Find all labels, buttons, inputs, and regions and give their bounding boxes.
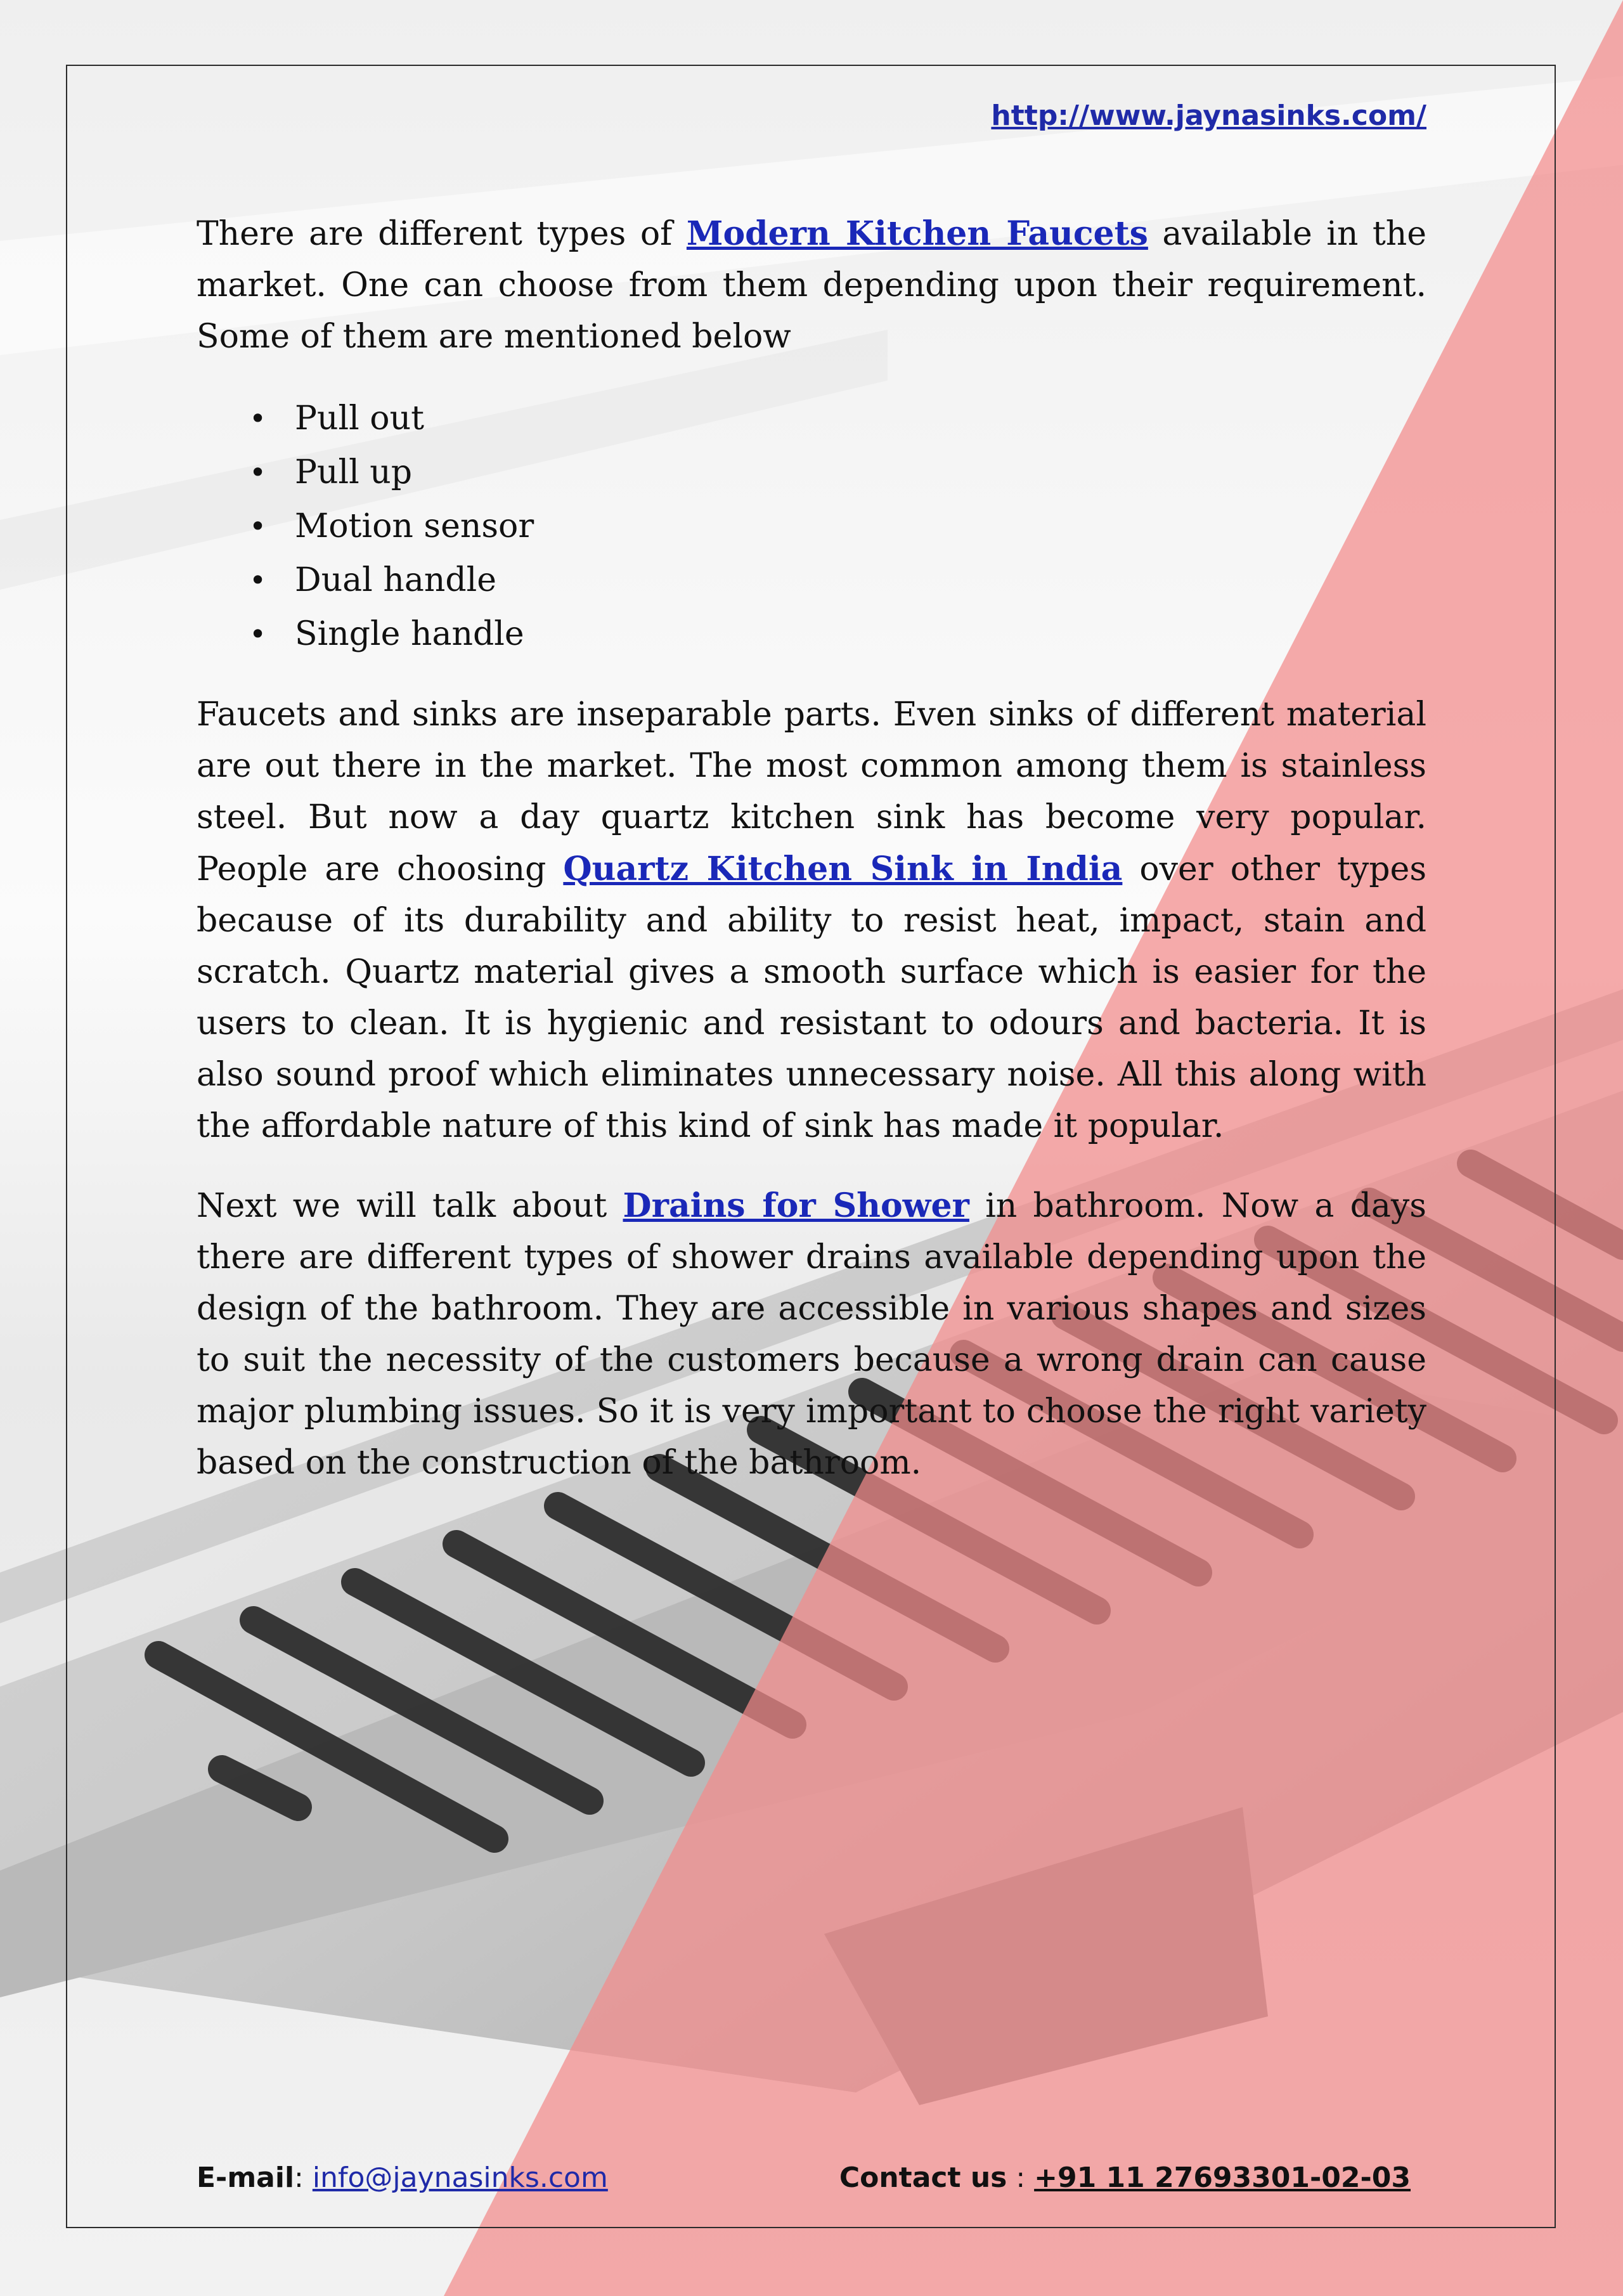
list-item-label: Motion sensor <box>295 507 534 545</box>
drains-text-after: in bathroom. Now a days there are different types of shower drains available depending upon the design of the bathroom. They are accessible in various shapes and sizes to suit the necessity of the customers because a wrong drain can cause major plumbing issues. So it is very important to choose the right variety based on the construction of the bathroom. <box>197 1187 1426 1482</box>
email-separator: : <box>294 2162 313 2194</box>
list-item <box>249 392 1426 446</box>
contact-label: Contact us <box>839 2162 1007 2194</box>
contact-separator: : <box>1007 2162 1035 2194</box>
drains-for-shower-link[interactable]: Drains for Shower <box>623 1186 969 1225</box>
faucet-types-list <box>197 392 1426 661</box>
list-item <box>249 446 1426 500</box>
bullet-icon: • <box>249 401 267 436</box>
footer-email <box>197 2156 608 2200</box>
modern-kitchen-faucets-link[interactable]: Modern Kitchen Faucets <box>686 214 1148 253</box>
website-url-link[interactable]: http://www.jaynasinks.com/ <box>991 100 1426 132</box>
footer-contact <box>839 2156 1411 2200</box>
bullet-icon: • <box>249 455 267 490</box>
intro-paragraph <box>197 208 1426 363</box>
list-item-label: Pull up <box>295 453 413 491</box>
shower-drains-paragraph <box>197 1180 1426 1489</box>
drains-text-before: Next we will talk about <box>197 1187 623 1225</box>
email-link[interactable]: info@jaynasinks.com <box>312 2162 608 2194</box>
list-item <box>249 500 1426 554</box>
quartz-kitchen-sink-link[interactable]: Quartz Kitchen Sink in India <box>563 850 1123 888</box>
intro-text-after: available in the market. One can choose from them depending upon their requirement. Some of them are mentioned below <box>197 215 1426 356</box>
bullet-icon: • <box>249 509 267 543</box>
email-label: E-mail <box>197 2162 295 2194</box>
list-item-label: Pull out <box>295 399 424 438</box>
sinks-text-after: over other types because of its durability and ability to resist heat, impact, stain and scratch. Quartz material gives a smooth surface which is easier for the users to clean. It is hygienic and resistant to odours and bacteria. It is also sound proof which eliminates unnecessary noise. All this along with the affordable nature of this kind of sink has made it popular. <box>197 850 1427 1145</box>
phone-number[interactable]: +91 11 27693301-02-03 <box>1034 2162 1411 2194</box>
sinks-text-before: Faucets and sinks are inseparable parts. Even sinks of different material are out there in the market. The most common among them is stainless steel. But now a day quartz kitchen sink has become very popular. People are choosing <box>197 696 1426 888</box>
list-item-label: Single handle <box>295 615 524 653</box>
list-item-label: Dual handle <box>295 561 497 599</box>
intro-text-before: There are different types of <box>197 215 687 253</box>
bullet-icon: • <box>249 617 267 651</box>
list-item <box>249 607 1426 661</box>
document-body <box>197 95 1426 1489</box>
bullet-icon: • <box>249 563 267 597</box>
sinks-paragraph <box>197 689 1426 1152</box>
footer <box>197 2156 1411 2200</box>
list-item <box>249 554 1426 607</box>
